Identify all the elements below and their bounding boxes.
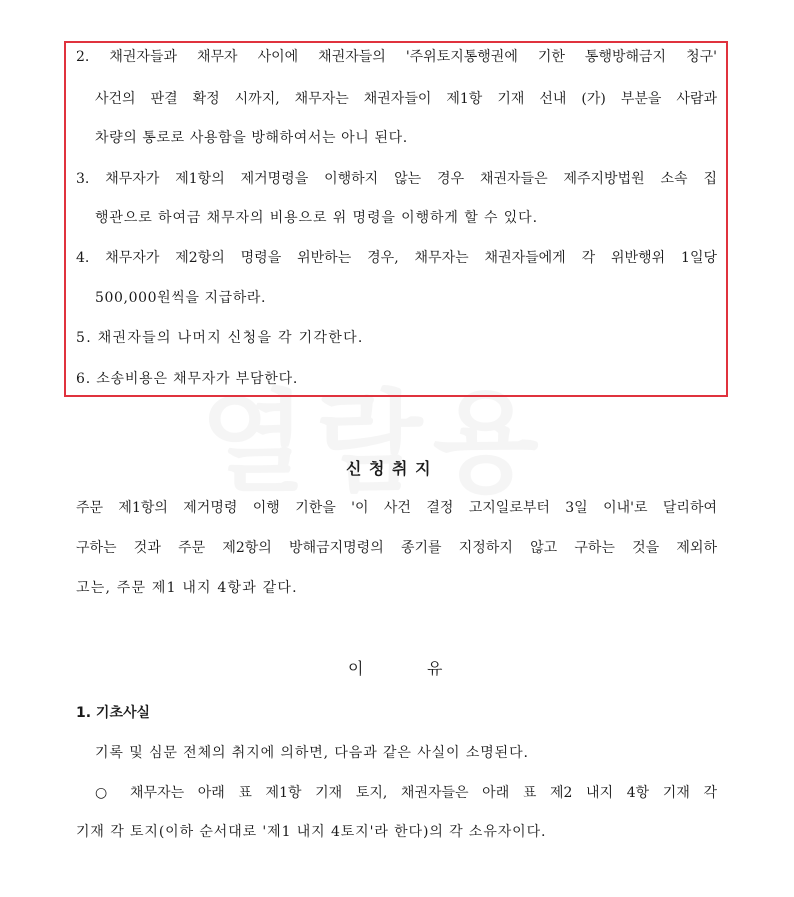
order-item-2-line-2: 사건의 판결 확정 시까지, 채무자는 채권자들이 제1항 기재 선내 (가) 부분을 사람과 (95, 91, 717, 107)
section-1-line-1: 기록 및 심문 전체의 취지에 의하면, 다음과 같은 사실이 소명된다. (95, 745, 529, 761)
section-1-line-2: ○ 채무자는 아래 표 제1항 기재 토지, 채권자들은 아래 표 제2 내지 4항 기재 각 (95, 785, 717, 801)
order-item-3-line-2: 행관으로 하여금 채무자의 비용으로 위 명령을 이행하게 할 수 있다. (95, 210, 538, 226)
application-purpose-line-3: 고는, 주문 제1 내지 4항과 같다. (76, 580, 298, 596)
section-1-title: 1. 기초사실 (76, 705, 151, 721)
order-item-6-line-1: 6. 소송비용은 채무자가 부담한다. (76, 371, 299, 387)
order-item-2-line-3: 차량의 통로로 사용함을 방해하여서는 아니 된다. (95, 130, 408, 146)
order-item-4-line-2: 500,000원씩을 지급하라. (95, 290, 267, 306)
application-purpose-line-1: 주문 제1항의 제거명령 이행 기한을 '이 사건 결정 고지일로부터 3일 이내'로 달리하여 (76, 500, 717, 516)
order-item-4-line-1: 4. 채무자가 제2항의 명령을 위반하는 경우, 채무자는 채권자들에게 각 위반행위 1일당 (76, 250, 717, 266)
application-purpose-heading: 신 청 취 지 (346, 459, 432, 478)
reasons-heading-char-2: 유 (427, 659, 443, 678)
reasons-heading-char-1: 이 (348, 659, 364, 678)
section-1-line-3: 기재 각 토지(이하 순서대로 '제1 내지 4토지'라 한다)의 각 소유자이다. (76, 824, 547, 840)
order-item-2-line-1: 2. 채권자들과 채무자 사이에 채권자들의 '주위토지통행권에 기한 통행방해금지 청구' (76, 49, 717, 65)
application-purpose-line-2: 구하는 것과 주문 제2항의 방해금지명령의 종기를 지정하지 않고 구하는 것을 제외하 (76, 540, 717, 556)
order-item-3-line-1: 3. 채무자가 제1항의 제거명령을 이행하지 않는 경우 채권자들은 제주지방법원 소속 집 (76, 171, 717, 187)
order-item-5-line-1: 5. 채권자들의 나머지 신청을 각 기각한다. (76, 330, 364, 346)
